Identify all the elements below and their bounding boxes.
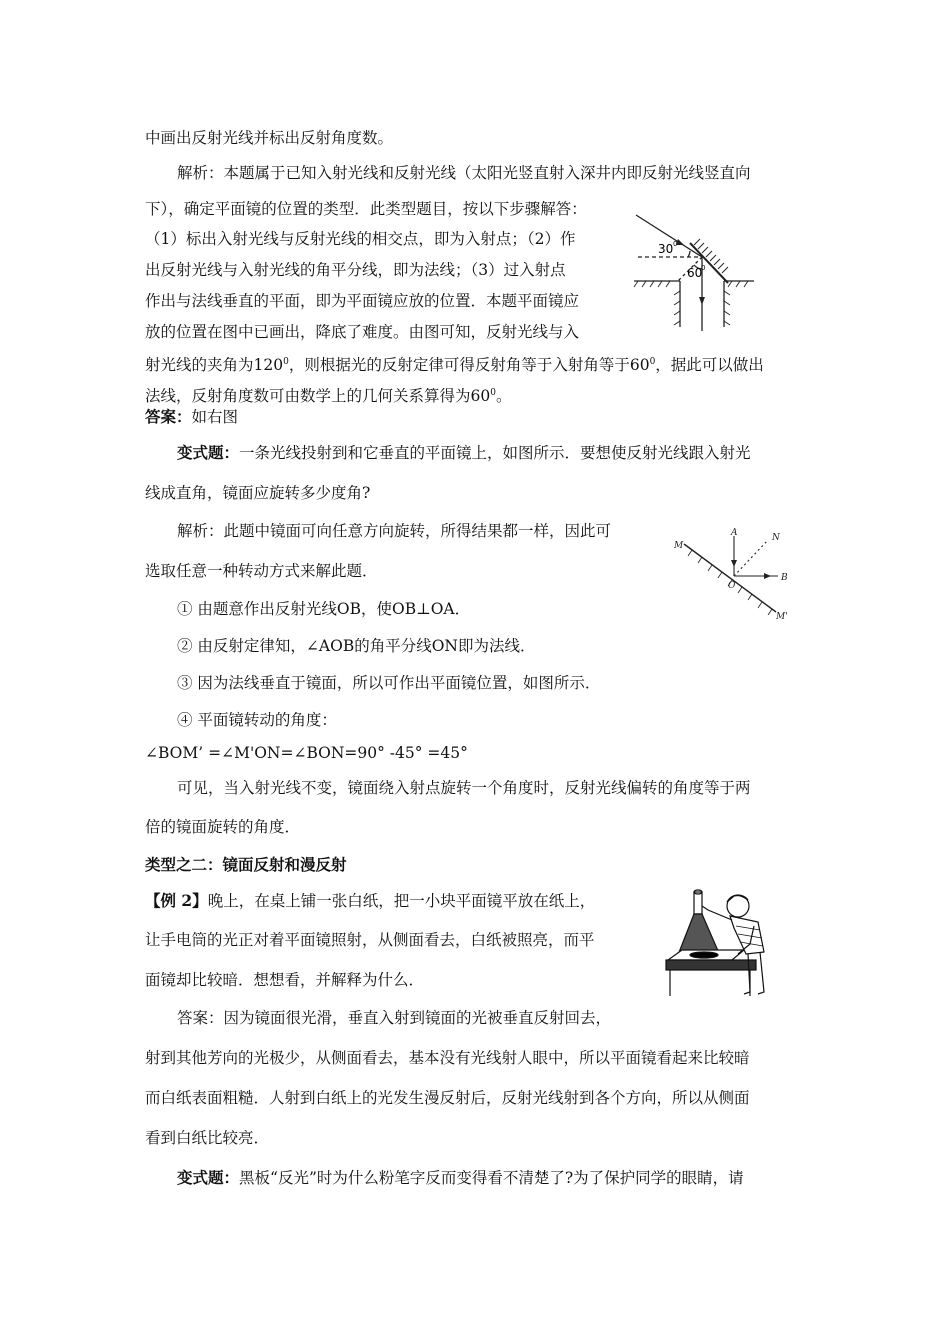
- text-line: 答案：如右图: [145, 407, 239, 426]
- text-line: ② 由反射定律知，∠AOB的角平分线ON即为法线．: [177, 637, 536, 655]
- text-line: ∠BOM’ =∠M'ON=∠BON=90° -45° =45°: [145, 744, 468, 762]
- mirror-rotation-diagram: [672, 526, 802, 622]
- angle-60-label: 60: [687, 266, 703, 280]
- text-line: 面镜却比较暗．想想看，并解释为什么．: [145, 971, 425, 989]
- text-line: 放的位置在图中已画出，降底了难度。由图可知，反射光线与入: [145, 323, 580, 341]
- svg-text:M': M': [776, 612, 788, 622]
- text-line: 解析：此题中镜面可向任意方向旋转，所得结果都一样，因此可: [177, 522, 612, 540]
- text-line: 答案：因为镜面很光滑，垂直入射到镜面的光被垂直反射回去，: [177, 1009, 612, 1027]
- text-line: （1）标出入射光线与反射光线的相交点，即为入射点；（2）作: [145, 230, 576, 248]
- text-line: 线成直角，镜面应旋转多少度角?: [145, 484, 371, 502]
- text-line: 选取任意一种转动方式来解此题．: [145, 562, 378, 580]
- text-line: ③ 因为法线垂直于镜面，所以可作出平面镜位置，如图所示．: [177, 674, 601, 692]
- svg-text:B: B: [781, 573, 788, 583]
- svg-text:M: M: [674, 541, 684, 551]
- svg-text:0: 0: [673, 240, 678, 248]
- text-line: 出反射光线与入射光线的角平分线，即为法线；（3）过入射点: [145, 261, 566, 279]
- text-line: 倍的镜面旋转的角度．: [145, 818, 301, 836]
- text-line: 射到其他芳向的光极少，从侧面看去，基本没有光线射人眼中，所以平面镜看起来比较暗: [145, 1049, 750, 1067]
- mirror-well-diagram: [628, 205, 758, 335]
- svg-text:0: 0: [701, 264, 706, 272]
- text-line: 下），确定平面镜的位置的类型．此类型题目，按以下步骤解答：: [145, 200, 587, 218]
- svg-text:N: N: [772, 533, 780, 543]
- text-line: 变式题：黑板“反光”时为什么粉笔字反而变得看不清楚了?为了保护同学的眼睛，请: [177, 1168, 744, 1187]
- text-line: 作出与法线垂直的平面，即为平面镜应放的位置．本题平面镜应: [145, 292, 580, 310]
- text-line: 让手电筒的光正对着平面镜照射，从侧面看去，白纸被照亮，而平: [145, 931, 595, 949]
- svg-text:A: A: [731, 528, 738, 538]
- flashlight-boy-illustration: [664, 888, 779, 998]
- angle-30-label: 30: [658, 242, 674, 256]
- text-line: 中画出反射光线并标出反射角度数。: [145, 129, 394, 147]
- text-line: 看到白纸比较亮．: [145, 1129, 270, 1147]
- text-line: 射光线的夹角为$120^0$，则根据光的反射定律可得反射角等于入射角等于$60^0$，据此可以做出: [145, 356, 764, 374]
- svg-text:O: O: [728, 581, 736, 591]
- text-line: ① 由题意作出反射光线OB，使OB⊥OA．: [177, 600, 471, 618]
- text-line: ④ 平面镜转动的角度：: [177, 711, 337, 729]
- text-line: 法线，反射角度数可由数学上的几何关系算得为$60^0$。: [145, 387, 512, 405]
- text-line: 而白纸表面粗糙．人射到白纸上的光发生漫反射后，反射光线射到各个方向，所以从侧面: [145, 1089, 750, 1107]
- text-line: 类型之二：镜面反射和漫反射: [145, 855, 347, 874]
- text-line: 可见，当入射光线不变，镜面绕入射点旋转一个角度时，反射光线偏转的角度等于两: [177, 779, 751, 797]
- text-line: 【例 2】晚上，在桌上铺一张白纸，把一小块平面镜平放在纸上，: [145, 891, 596, 910]
- text-line: 变式题：一条光线投射到和它垂直的平面镜上，如图所示．要想使反射光线跟入射光: [177, 443, 751, 462]
- text-line: 解析：本题属于已知入射光线和反射光线（太阳光竖直射入深井内即反射光线竖直向: [177, 164, 751, 182]
